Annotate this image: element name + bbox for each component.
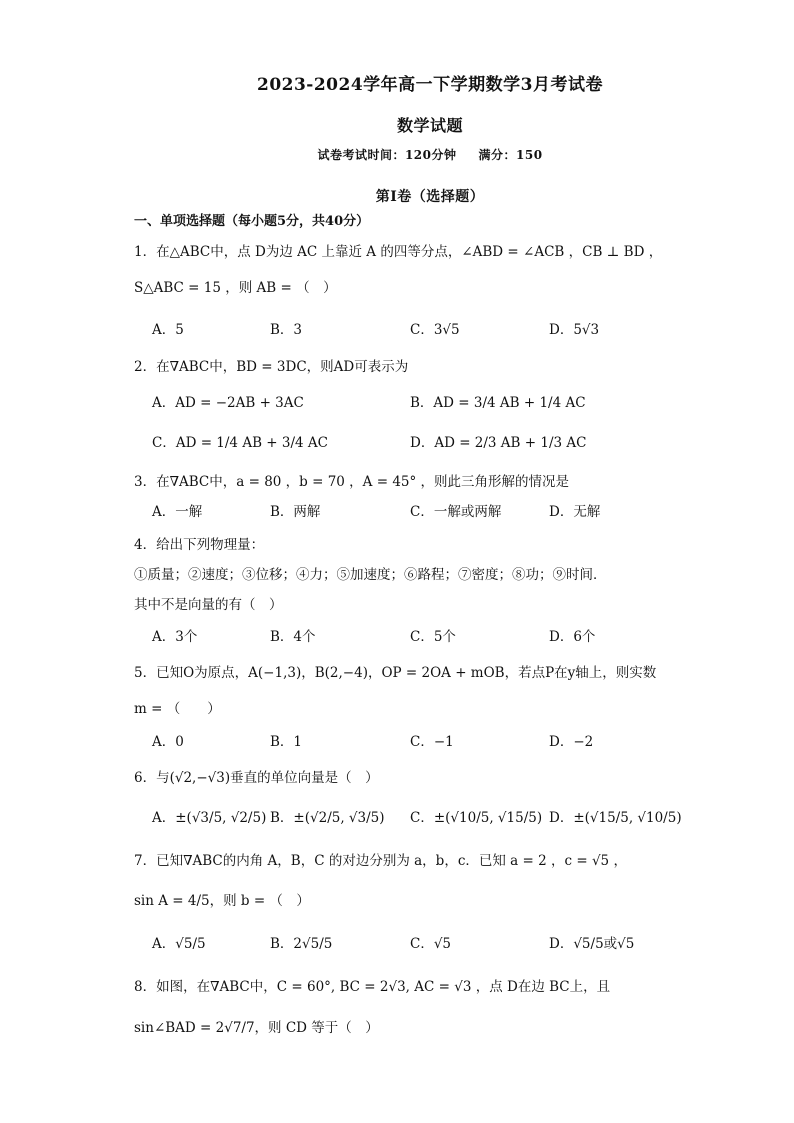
q2-option-b[interactable]: B．AD = 3/4 AB + 1/4 AC [410, 395, 586, 411]
q6-option-b[interactable]: B．±(√2/5, √3/5) [270, 810, 385, 826]
q5-line-2: m = （ ） [134, 701, 221, 717]
q1-option-c[interactable]: C．3√5 [410, 322, 460, 338]
q4-line-3: 其中不是向量的有（ ） [134, 597, 283, 613]
q8-line-1: 8．如图，在∇ABC中，C = 60°, BC = 2√3, AC = √3 ，点 D在边 BC上，且 [134, 979, 611, 995]
exam-score: 满分：150 [478, 148, 543, 162]
q1-line-2: S△ABC = 15 ，则 AB = （ ） [134, 280, 337, 296]
exam-title: 2023-2024学年高一下学期数学3月考试卷 [256, 75, 603, 95]
q1-option-d[interactable]: D．5√3 [549, 322, 600, 338]
q7-line-2: sin A = 4/5，则 b = （ ） [134, 893, 310, 909]
exam-time: 试卷考试时间：120分钟 [317, 148, 457, 162]
q3-option-c[interactable]: C．一解或两解 [410, 504, 502, 520]
q6-option-c[interactable]: C．±(√10/5, √15/5) [410, 810, 543, 826]
q2-option-a[interactable]: A．AD = −2AB + 3AC [152, 395, 304, 411]
q3-option-b[interactable]: B．两解 [270, 504, 321, 520]
q4-option-b[interactable]: B．4个 [270, 629, 316, 645]
q4-line-2: ①质量；②速度；③位移；④力；⑤加速度；⑥路程；⑦密度；⑧功；⑨时间． [134, 567, 607, 583]
q3-option-a[interactable]: A．一解 [152, 504, 203, 520]
q4-line-1: 4．给出下列物理量： [134, 537, 265, 553]
exam-info [0, 146, 794, 163]
exam-subtitle: 数学试题 [396, 116, 463, 135]
q7-option-c[interactable]: C．√5 [410, 936, 452, 952]
q6-option-a[interactable]: A．±(√3/5, √2/5) [152, 810, 267, 826]
q5-line-1: 5．已知O为原点，A(−1,3)，B(2,−4)，OP = 2OA + mOB，若点P在y轴上，则实数 [134, 665, 657, 681]
q3-option-d[interactable]: D．无解 [549, 504, 601, 520]
q2-line-1: 2．在∇ABC中，BD = 3DC，则AD可表示为 [134, 359, 409, 375]
q7-line-1: 7．已知∇ABC的内角 A，B，C 的对边分别为 a，b，c．已知 a = 2 ，c = √5 ， [134, 853, 627, 869]
q5-option-d[interactable]: D．−2 [549, 734, 594, 750]
q5-option-b[interactable]: B．1 [270, 734, 303, 750]
q7-option-b[interactable]: B．2√5/5 [270, 936, 333, 952]
q4-option-a[interactable]: A．3个 [152, 629, 198, 645]
q8-line-2: sin∠BAD = 2√7/7，则 CD 等于（ ） [134, 1020, 379, 1036]
q7-option-a[interactable]: A．√5/5 [152, 936, 206, 952]
section-heading: 一、单项选择题（每小题5分，共40分） [134, 214, 370, 229]
q6-option-d[interactable]: D．±(√15/5, √10/5) [549, 810, 682, 826]
q4-option-d[interactable]: D．6个 [549, 629, 596, 645]
part-heading: 第Ⅰ卷（选择题） [375, 189, 485, 205]
q1-line-1: 1．在△ABC中，点 D为边 AC 上靠近 A 的四等分点，∠ABD = ∠ACB ，CB ⊥ BD ， [134, 244, 663, 260]
q1-option-b[interactable]: B．3 [270, 322, 303, 338]
q1-option-a[interactable]: A．5 [152, 322, 184, 338]
q6-line-1: 6．与(√2,−√3)垂直的单位向量是（ ） [134, 770, 379, 786]
q5-option-c[interactable]: C．−1 [410, 734, 454, 750]
q7-option-d[interactable]: D．√5/5或√5 [549, 936, 635, 952]
q2-option-d[interactable]: D．AD = 2/3 AB + 1/3 AC [410, 435, 587, 451]
q5-option-a[interactable]: A．0 [152, 734, 184, 750]
q4-option-c[interactable]: C．5个 [410, 629, 456, 645]
q3-line-1: 3．在∇ABC中，a = 80 ，b = 70 ，A = 45° ，则此三角形解的情况是 [134, 474, 570, 490]
q2-option-c[interactable]: C．AD = 1/4 AB + 3/4 AC [152, 435, 328, 451]
